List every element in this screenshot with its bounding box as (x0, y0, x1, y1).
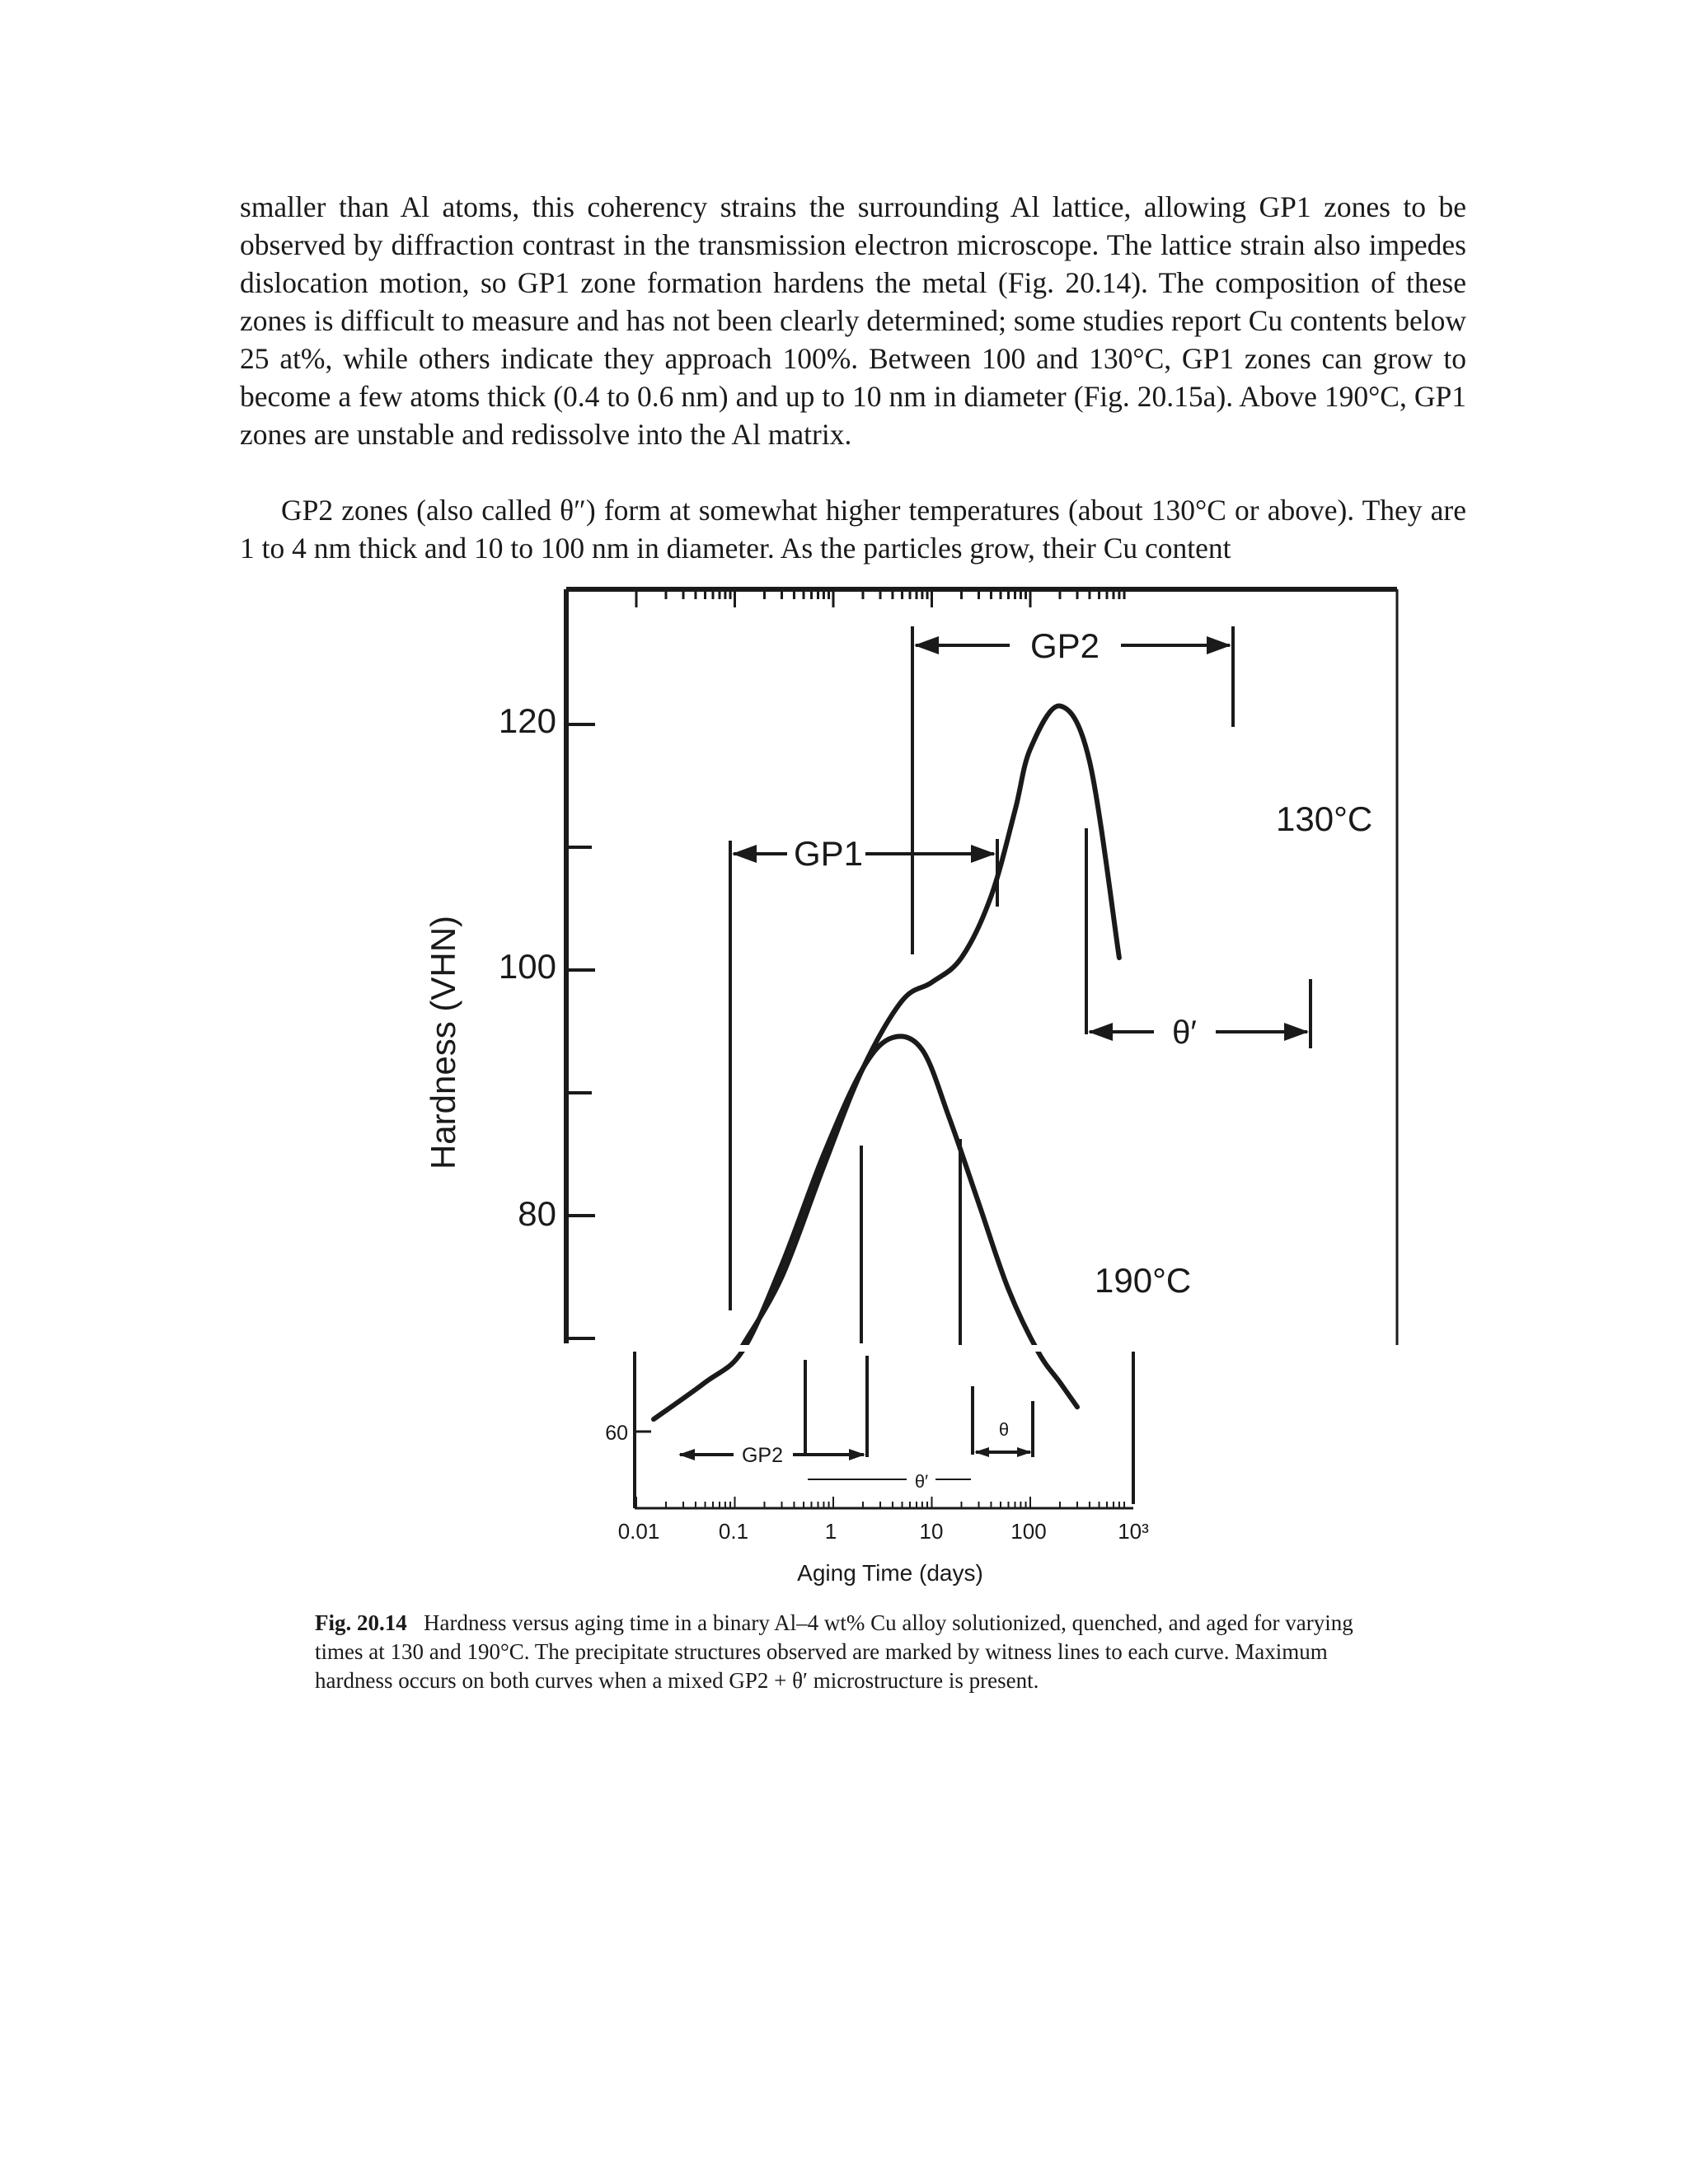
plot-frame (566, 589, 1397, 1508)
y-tick-label-120: 120 (498, 701, 556, 740)
x-axis-label: Aging Time (days) (797, 1560, 983, 1586)
gp2-190-label: GP2 (741, 1444, 784, 1467)
theta-190-arrowhead-right (1017, 1447, 1032, 1457)
figure-caption (315, 1609, 1386, 1695)
y-tick-label-80: 80 (518, 1194, 556, 1233)
series-label-190c: 190°C (1095, 1261, 1192, 1300)
gp1-label: GP1 (793, 834, 864, 873)
theta-prime-label: θ′ (1172, 1015, 1197, 1051)
phase-annotations (742, 626, 1197, 1492)
series-label-130c: 130°C (1276, 799, 1373, 838)
x-tick-label-0.01: 0.01 (617, 1519, 660, 1544)
theta-190-arrowhead-left (974, 1447, 989, 1457)
tick-labels (499, 701, 1149, 1544)
series-130c-line (743, 705, 1119, 1345)
hardness-aging-chart (0, 577, 1688, 1607)
x-tick-label-100: 100 (1010, 1519, 1047, 1544)
theta-prime-arrowhead-left (1088, 1023, 1113, 1041)
caption-text: Hardness versus aging time in a binary Al–4 wt% Cu alloy solutionized, quenched, and aged for varying times at 130 and 190°C. The precipitate structures observed are marked by witness lines to each curve. Maximum hardness occurs on both curves when a mixed GP2 + θ′ microstructure is present. (315, 1610, 1353, 1693)
paragraph-2: GP2 zones (also called θ″) form at somewhat higher temperatures (about 130°C or above). They are 1 to 4 nm thick and 10 to 100 nm in diameter. As the particles grow, their Cu content (240, 494, 1466, 565)
axis-break-gap (528, 1345, 1451, 1352)
x-tick-label-1: 1 (824, 1519, 837, 1544)
theta-190-label: θ (998, 1419, 1010, 1440)
caption-label: Fig. 20.14 (315, 1610, 407, 1635)
witness-lines (678, 626, 1311, 1504)
series-curves (654, 705, 1119, 1419)
x-tick-label-0.1: 0.1 (718, 1519, 749, 1544)
gp2-190-arrowhead-left (678, 1449, 695, 1460)
y-tick-label-100: 100 (498, 947, 556, 986)
gp2-arrowhead-left (914, 636, 939, 654)
paragraph-1: smaller than Al atoms, this coherency strains the surrounding Al lattice, allowing GP1 zones to be observed by diffraction contrast in the transmission electron microscope. The lattice strain also impedes dislocation motion, so GP1 zone formation hardens the metal (Fig. 20.14). The composition of these zones is difficult to measure and has not been clearly determined; some studies report Cu contents below 25 at%, while others indicate they approach 100%. Between 100 and 130°C, GP1 zones can grow to become a few atoms thick (0.4 to 0.6 nm) and up to 10 nm in diameter (Fig. 20.15a). Above 190°C, GP1 zones are unstable and redissolve into the Al matrix. (240, 190, 1466, 451)
y-tick-label-60: 60 (605, 1422, 628, 1445)
gp2-190-arrowhead-right (849, 1449, 865, 1460)
gp2-arrowhead-right (1207, 636, 1231, 654)
theta-prime-190-label: θ′ (914, 1471, 929, 1492)
x-tick-label-10: 10 (919, 1519, 944, 1544)
gp1-arrowhead-left (732, 845, 757, 863)
gp1-arrowhead-right (971, 845, 996, 863)
gp2-label: GP2 (1029, 626, 1100, 665)
theta-prime-arrowhead-right (1284, 1023, 1309, 1041)
x-tick-label-1000: 10³ (1118, 1519, 1149, 1544)
y-axis-label: Hardness (VHN) (424, 915, 462, 1170)
